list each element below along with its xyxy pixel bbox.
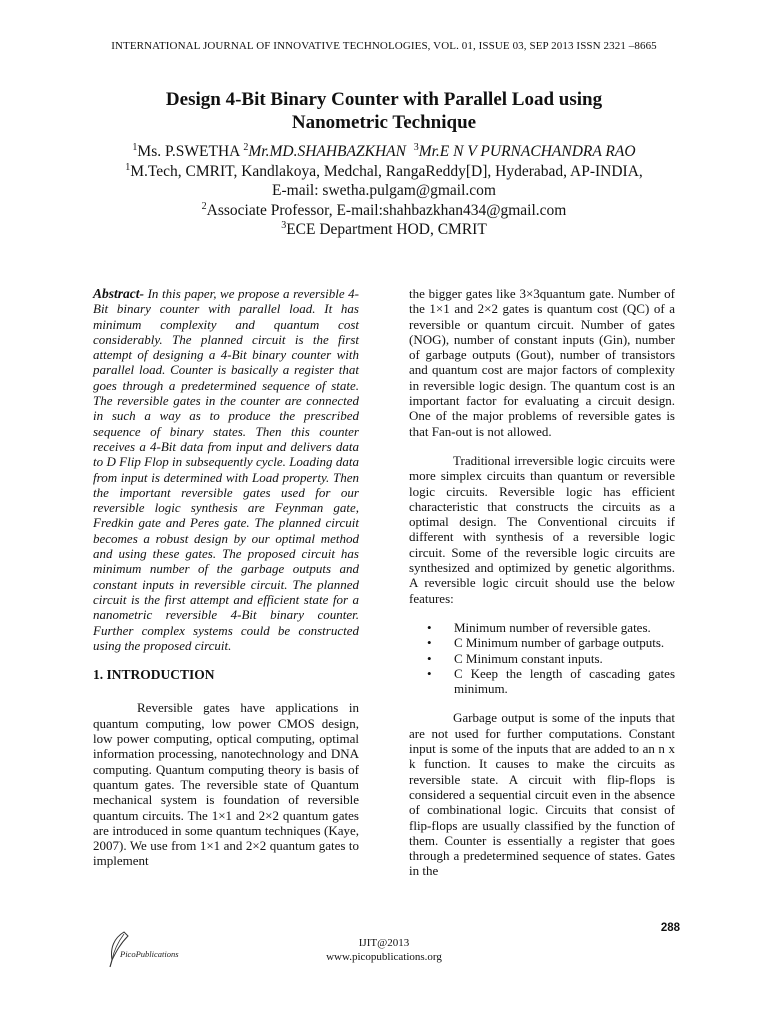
bullet-icon: • <box>427 665 432 681</box>
bullet-icon: • <box>427 635 432 651</box>
footer <box>234 937 534 964</box>
publisher-logo <box>104 930 188 970</box>
bullet-icon: • <box>427 619 432 635</box>
author-1-number: 1 <box>132 141 138 153</box>
body-paragraph-3: Garbage output is some of the inputs that are not used for further computations. Constant input is some of the inputs that are added to an n x k function. It causes to make the circuits as reversible state. A circuit with flip-flops is considered a sequential circuit even in the absence of combinational logic. Circuits that consist of flip-flops are usually classified by the function of them. Counter is essentially a register that goes through a predetermined sequence of states. Gates in the <box>409 710 675 879</box>
author-3-number: 3 <box>413 141 419 153</box>
body-paragraph-2: Traditional irreversible logic circuits were more simplex circuits than quantum or reversible logic circuits. Reversible logic has efficient characteristic that constructs the circuits as a optimal design. The Conventional circuits if different with synthesis of a reversible logic circuit. Some of the reversible logic circuits are synthesized and optimized by genetic algorithms. A reversible logic circuit should use the below features: <box>409 452 675 606</box>
author-2-name: Mr.MD.SHAHBAZKHAN <box>248 143 406 160</box>
running-header: INTERNATIONAL JOURNAL OF INNOVATIVE TECHNOLOGIES, VOL. 01, ISSUE 03, SEP 2013 ISSN 2321 –8665 <box>111 40 657 52</box>
abstract-label: Abstract- <box>93 286 145 301</box>
list-item <box>409 666 675 697</box>
affiliation-2-text: Associate Professor, E-mail:shahbazkhan434@gmail.com <box>206 201 567 219</box>
affiliation-3 <box>84 220 684 240</box>
affiliation-1-text: M.Tech, CMRIT, Kandlakoya, Medchal, RangaReddy[D], Hyderabad, AP-INDIA, <box>130 162 643 180</box>
affiliation-2-number: 2 <box>201 200 207 212</box>
author-block <box>84 142 684 240</box>
author-2-number: 2 <box>243 141 249 153</box>
paper-title <box>84 88 684 134</box>
list-item <box>409 620 675 635</box>
abstract <box>93 286 359 653</box>
affiliation-3-number: 3 <box>281 219 287 231</box>
list-item-text: Minimum number of reversible gates. <box>454 619 651 635</box>
email-1: E-mail: swetha.pulgam@gmail.com <box>272 182 496 199</box>
affiliation-1 <box>84 162 684 182</box>
list-item-text: C Minimum constant inputs. <box>454 650 603 666</box>
page-number: 288 <box>660 922 680 934</box>
abstract-text: In this paper, we propose a reversible 4-Bit binary counter with parallel load. It has minimum complexity and quantum cost considerably. The planned circuit is the first attempt of designing a 4-Bit binary counter with parallel load. Counter is basically a register that goes through a predetermined sequence of state. The reversible gates in the counter are connected in such a way as to produce the prescribed sequence of binary states. Then this counter receives a 4-Bit data from input and delivers data to D Flip Flop in subsequently cycle. Loading data from input is determined with Load property. Then the important reversible gates used for our reversible logic synthesis are Feynman gate, Fredkin gate and Peres gate. The planned circuit becomes a robust design by our optimal method and using these gates. The proposed circuit has minimum number of the garbage outputs and constant inputs in reversible circuit. The planned circuit is the first attempt and efficient state for a nanometric reversible 4-Bit binary counter. Further complex systems could be constructed using the proposed circuit. <box>93 286 359 653</box>
list-item <box>409 651 675 666</box>
section-heading-introduction: 1. INTRODUCTION <box>93 667 215 683</box>
bullet-icon: • <box>427 650 432 666</box>
affiliation-2 <box>84 201 684 221</box>
list-item-text: C Minimum number of garbage outputs. <box>454 635 665 651</box>
author-3-name: Mr.E N V PURNACHANDRA RAO <box>418 143 636 160</box>
intro-paragraph-1: Reversible gates have applications in quantum computing, low power CMOS design, low power computing, optical computing, optimal information processing, nanotechnology and DNA computing. Quantum computing theory is basis of quantum gates. The reversible state of Quantum mechanical system is foundation of reversible quantum circuits. The 1×1 and 2×2 quantum gates are introduced in some quantum techniques (Kaye, 2007). We use from 1×1 and 2×2 quantum gates to implement <box>93 700 359 869</box>
author-line <box>84 142 684 162</box>
affiliation-3-text: ECE Department HOD, CMRIT <box>286 221 487 238</box>
list-item-text: C Keep the length of cascading gates minimum. <box>454 665 675 697</box>
list-item <box>409 635 675 650</box>
author-1-name: Ms. P.SWETHA <box>137 143 240 160</box>
left-column <box>93 286 359 869</box>
logo-text: PicoPublications <box>120 949 179 959</box>
feature-list <box>409 620 675 696</box>
body-paragraph-continued: the bigger gates like 3×3quantum gate. Number of the 1×1 and 2×2 gates is quantum cost (QC) of a reversible or quantum circuit. Number of gates (NOG), number of constant inputs (Gin), number of garbage outputs (Gout), number of transistors and quantum cost are major factors of complexity in reversible logic design. The quantum cost is an important factor for evaluating a circuit design. One of the major problems of reversible gates is that Fan-out is not allowed. <box>409 286 675 439</box>
right-column <box>409 286 675 879</box>
title-line-1: Design 4-Bit Binary Counter with Parallel Load using <box>165 89 603 110</box>
title-line-2: Nanometric Technique <box>291 112 477 133</box>
footer-journal: IJIT@2013 <box>358 937 410 949</box>
footer-website: www.picopublications.org <box>326 950 442 963</box>
affiliation-1-number: 1 <box>125 161 131 173</box>
